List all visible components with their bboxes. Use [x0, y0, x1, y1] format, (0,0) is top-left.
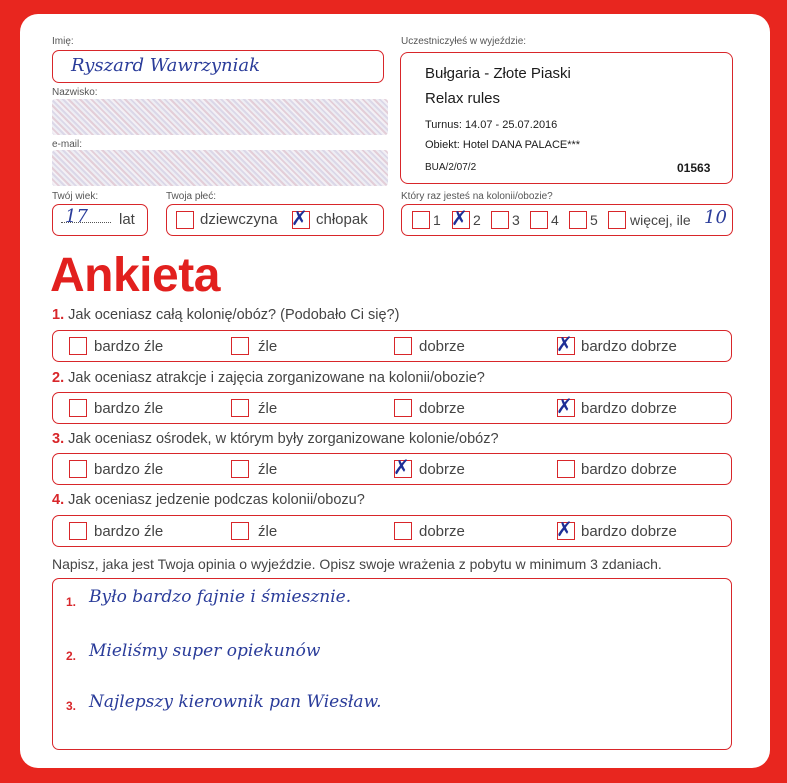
check-mark-icon: ✗ — [556, 517, 573, 541]
trip-turnus: Turnus: 14.07 - 25.07.2016 — [425, 119, 558, 131]
gender-label: Twoja płeć: — [166, 191, 217, 202]
question-text: Jak oceniasz jedzenie podczas kolonii/obozu? — [68, 492, 365, 508]
q1-option-2-label: źle — [258, 338, 278, 355]
gender-female-checkbox[interactable] — [176, 211, 194, 229]
q3-option-2-checkbox[interactable] — [231, 460, 249, 478]
times-2-label: 2 — [473, 212, 481, 228]
times-3-checkbox[interactable] — [491, 211, 509, 229]
q4-option-2-label: źle — [258, 523, 278, 540]
name-label: Imię: — [52, 36, 74, 47]
q3-option-4-checkbox[interactable] — [557, 460, 575, 478]
times-3-label: 3 — [512, 212, 520, 228]
times-more-value: 10 — [704, 207, 727, 228]
q1-option-4-checkbox[interactable] — [556, 332, 575, 356]
check-mark-icon: ✗ — [451, 206, 468, 230]
age-value: 17 — [65, 206, 88, 227]
q3-option-3-checkbox[interactable] — [393, 455, 412, 479]
surname-redacted — [52, 99, 388, 135]
q4-option-3-label: dobrze — [419, 523, 465, 540]
question-text: Jak oceniasz ośrodek, w którym były zorganizowane kolonie/obóz? — [68, 431, 499, 447]
question-number: 1. — [52, 307, 65, 323]
q1-option-3-label: dobrze — [419, 338, 465, 355]
trip-hotel: Obiekt: Hotel DANA PALACE*** — [425, 139, 581, 151]
trip-destination: Bułgaria - Złote Piaski — [425, 65, 571, 82]
q2-option-2-label: źle — [258, 400, 278, 417]
participant-label: Uczestniczyłeś w wyjeździe: — [401, 36, 527, 47]
question-1-options — [52, 330, 732, 362]
opinion-line-3: Najlepszy kierownik pan Wiesław. — [89, 692, 382, 712]
opinion-prompt: Napisz, jaka jest Twoja opinia o wyjeździe. Opisz swoje wrażenia z pobytu w minimum 3 zdaniach. — [52, 556, 662, 572]
question-text: Jak oceniasz atrakcje i zajęcia zorganizowane na kolonii/obozie? — [68, 370, 485, 386]
survey-title: Ankieta — [50, 249, 220, 302]
q2-option-4-label: bardzo dobrze — [581, 400, 677, 417]
q2-option-1-checkbox[interactable] — [69, 399, 87, 417]
q4-option-4-label: bardzo dobrze — [581, 523, 677, 540]
gender-male-checkbox[interactable] — [291, 206, 310, 230]
q2-option-2-checkbox[interactable] — [231, 399, 249, 417]
times-1-checkbox[interactable] — [412, 211, 430, 229]
q3-option-2-label: źle — [258, 461, 278, 478]
question-3 — [52, 431, 499, 447]
times-more-label: więcej, ile — [630, 212, 691, 228]
trip-number: 01563 — [677, 161, 711, 175]
q2-option-1-label: bardzo źle — [94, 400, 164, 417]
q1-option-3-checkbox[interactable] — [394, 337, 412, 355]
question-number: 3. — [52, 431, 65, 447]
opinion-line-3-number: 3. — [66, 699, 77, 713]
times-2-checkbox[interactable] — [451, 206, 470, 230]
gender-male-label: chłopak — [316, 211, 368, 228]
q3-option-1-label: bardzo źle — [94, 461, 164, 478]
question-number: 2. — [52, 370, 65, 386]
times-field — [401, 204, 733, 236]
surname-label: Nazwisko: — [52, 87, 98, 98]
gender-female-label: dziewczyna — [200, 211, 278, 228]
question-4 — [52, 492, 365, 508]
question-text: Jak oceniasz całą kolonię/obóz? (Podobało Ci się?) — [68, 307, 400, 323]
q3-option-3-label: dobrze — [419, 461, 465, 478]
times-1-label: 1 — [433, 212, 441, 228]
question-4-options — [52, 515, 732, 547]
times-more-checkbox[interactable] — [608, 211, 626, 229]
email-redacted — [52, 150, 388, 186]
question-2-options — [52, 392, 732, 424]
name-field[interactable] — [52, 50, 384, 83]
q1-option-2-checkbox[interactable] — [231, 337, 249, 355]
question-3-options — [52, 453, 732, 485]
check-mark-icon: ✗ — [556, 332, 573, 356]
question-2 — [52, 370, 485, 386]
q2-option-3-checkbox[interactable] — [394, 399, 412, 417]
times-5-checkbox[interactable] — [569, 211, 587, 229]
times-4-label: 4 — [551, 212, 559, 228]
check-mark-icon: ✗ — [556, 394, 573, 418]
gender-field — [166, 204, 384, 236]
q4-option-1-checkbox[interactable] — [69, 522, 87, 540]
q4-option-3-checkbox[interactable] — [394, 522, 412, 540]
trip-code: BUA/2/07/2 — [425, 162, 477, 173]
question-number: 4. — [52, 492, 65, 508]
opinion-line-1: Było bardzo fajnie i śmiesznie. — [89, 587, 352, 607]
times-label: Który raz jesteś na kolonii/obozie? — [401, 191, 553, 202]
question-1 — [52, 307, 399, 323]
times-5-label: 5 — [590, 212, 598, 228]
q3-option-1-checkbox[interactable] — [69, 460, 87, 478]
q4-option-4-checkbox[interactable] — [556, 517, 575, 541]
q4-option-2-checkbox[interactable] — [231, 522, 249, 540]
age-unit: lat — [119, 211, 135, 228]
opinion-field[interactable] — [52, 578, 732, 750]
email-label: e-mail: — [52, 139, 83, 150]
opinion-line-1-number: 1. — [66, 595, 77, 609]
times-4-checkbox[interactable] — [530, 211, 548, 229]
check-mark-icon: ✗ — [393, 455, 410, 479]
opinion-line-2-number: 2. — [66, 649, 77, 663]
name-value: Ryszard Wawrzyniak — [71, 55, 261, 76]
q2-option-3-label: dobrze — [419, 400, 465, 417]
age-field[interactable] — [52, 204, 148, 236]
opinion-line-2: Mieliśmy super opiekunów — [89, 641, 321, 661]
q1-option-1-checkbox[interactable] — [69, 337, 87, 355]
check-mark-icon: ✗ — [291, 206, 308, 230]
q1-option-1-label: bardzo źle — [94, 338, 164, 355]
q2-option-4-checkbox[interactable] — [556, 394, 575, 418]
trip-info-box — [400, 52, 733, 184]
q1-option-4-label: bardzo dobrze — [581, 338, 677, 355]
age-label: Twój wiek: — [52, 191, 99, 202]
q3-option-4-label: bardzo dobrze — [581, 461, 677, 478]
q4-option-1-label: bardzo źle — [94, 523, 164, 540]
trip-program: Relax rules — [425, 90, 501, 107]
